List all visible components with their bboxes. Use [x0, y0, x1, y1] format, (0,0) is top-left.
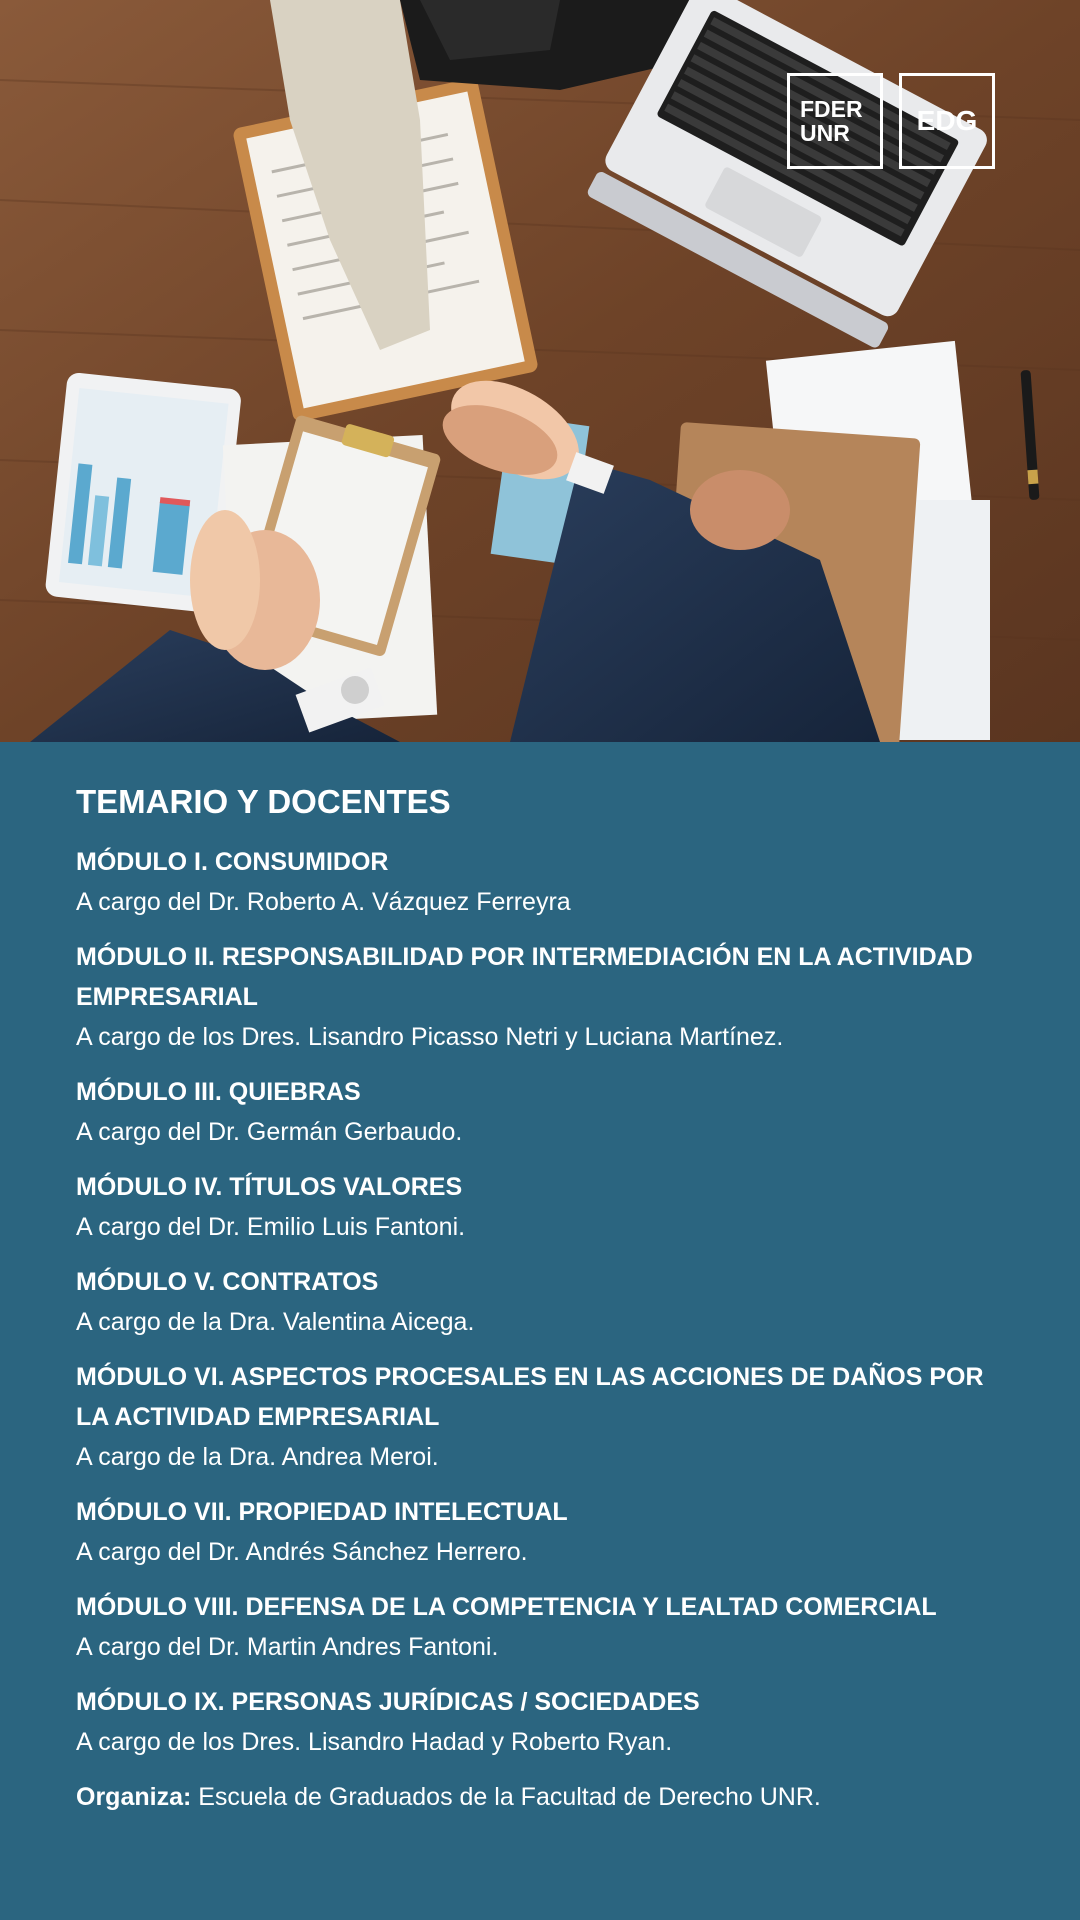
syllabus-section [0, 742, 1080, 1920]
module-teacher: A cargo del Dr. Germán Gerbaudo. [76, 1118, 463, 1146]
logos [787, 73, 995, 169]
organizer-line [76, 1777, 1006, 1817]
module-teacher: A cargo de la Dra. Valentina Aicega. [76, 1308, 475, 1336]
fder-unr-logo [787, 73, 883, 169]
module-item [76, 1492, 1006, 1572]
module-title: MÓDULO IV. TÍTULOS VALORES [76, 1173, 463, 1201]
module-item [76, 1072, 1006, 1152]
module-teacher: A cargo de la Dra. Andrea Meroi. [76, 1443, 439, 1471]
hero-photo [0, 0, 1080, 742]
fder-logo-line1: FDER [800, 96, 863, 122]
module-teacher: A cargo del Dr. Martin Andres Fantoni. [76, 1633, 499, 1661]
module-title: MÓDULO IX. PERSONAS JURÍDICAS / SOCIEDADES [76, 1688, 700, 1716]
module-title: MÓDULO VI. ASPECTOS PROCESALES EN LAS ACCIONES DE DAÑOS POR LA ACTIVIDAD EMPRESARIAL [76, 1363, 984, 1431]
module-title: MÓDULO II. RESPONSABILIDAD POR INTERMEDIACIÓN EN LA ACTIVIDAD EMPRESARIAL [76, 943, 973, 1011]
module-item [76, 1587, 1006, 1667]
module-teacher: A cargo del Dr. Emilio Luis Fantoni. [76, 1213, 466, 1241]
module-item [76, 1262, 1006, 1342]
module-teacher: A cargo del Dr. Roberto A. Vázquez Ferreyra [76, 888, 571, 916]
module-title: MÓDULO III. QUIEBRAS [76, 1078, 361, 1106]
module-teacher: A cargo de los Dres. Lisandro Hadad y Roberto Ryan. [76, 1728, 673, 1756]
module-item [76, 1357, 1006, 1477]
module-item [76, 842, 1006, 922]
fder-logo-line2: UNR [800, 120, 850, 146]
module-item [76, 937, 1006, 1057]
module-title: MÓDULO VIII. DEFENSA DE LA COMPETENCIA Y LEALTAD COMERCIAL [76, 1593, 937, 1621]
section-heading: TEMARIO Y DOCENTES [76, 783, 451, 820]
module-title: MÓDULO VII. PROPIEDAD INTELECTUAL [76, 1498, 568, 1526]
edg-logo-text: EDG [916, 105, 978, 136]
module-item [76, 1167, 1006, 1247]
organizer-label: Organiza: [76, 1783, 192, 1811]
module-teacher: A cargo del Dr. Andrés Sánchez Herrero. [76, 1538, 528, 1566]
module-item [76, 1682, 1006, 1762]
module-teacher: A cargo de los Dres. Lisandro Picasso Netri y Luciana Martínez. [76, 1023, 784, 1051]
module-title: MÓDULO I. CONSUMIDOR [76, 848, 389, 876]
edg-logo [899, 73, 995, 169]
module-title: MÓDULO V. CONTRATOS [76, 1268, 379, 1296]
syllabus-content [76, 782, 1006, 1817]
organizer-text: Escuela de Graduados de la Facultad de Derecho UNR. [191, 1783, 821, 1811]
